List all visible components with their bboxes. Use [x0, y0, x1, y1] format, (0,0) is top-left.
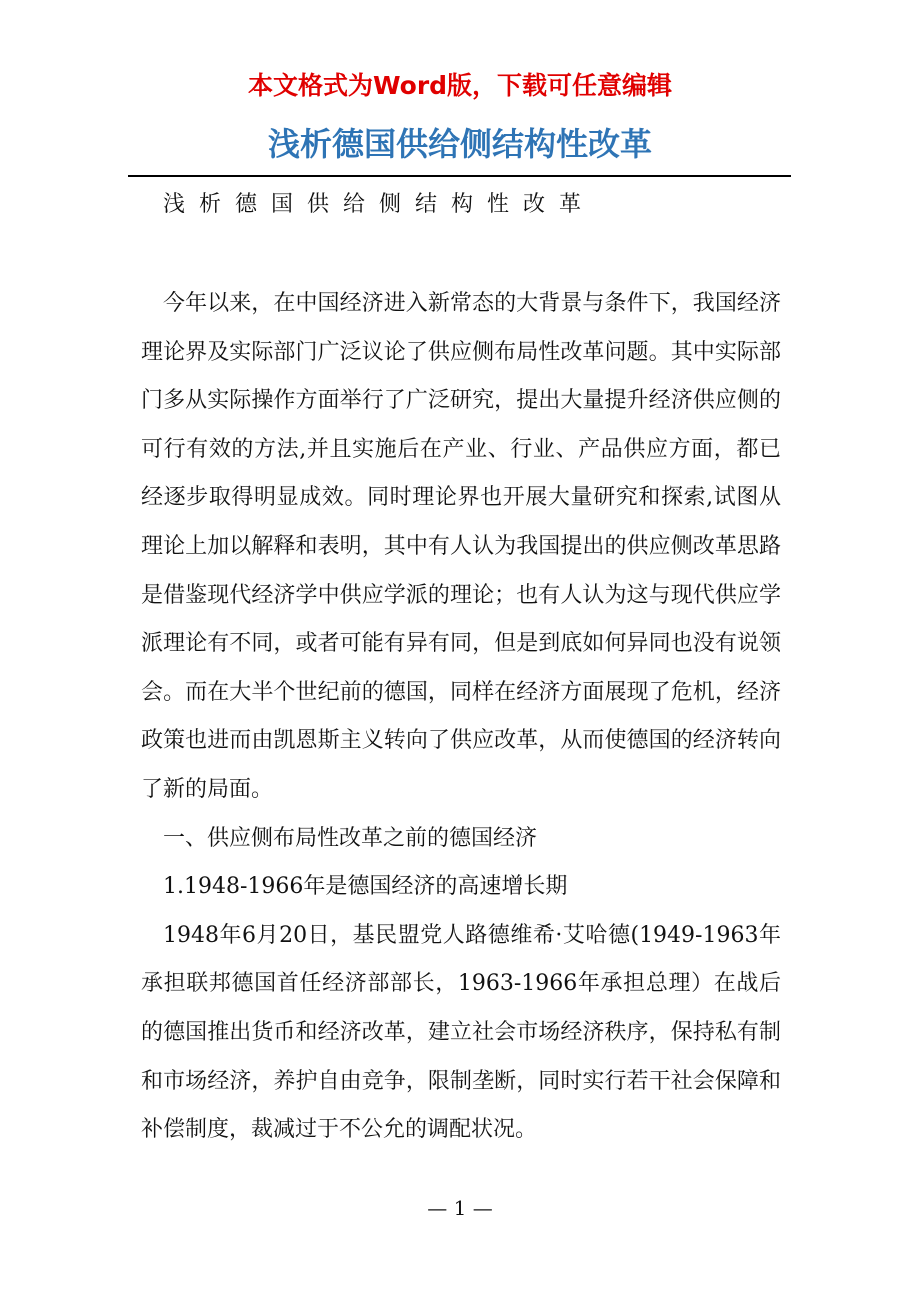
paragraph-intro: 今年以来，在中国经济进入新常态的大背景与条件下，我国经济理论界及实际部门广泛议论了供应侧布局性改革问题。其中实际部门多从实际操作方面举行了广泛研究，提出大量提升经济供应侧的可行有效的方法,并且实施后在产业、行业、产品供应方面，都已经逐步取得明显成效。同时理论界也开展大量研究和探索,试图从理论上加以解释和表明，其中有人认为我国提出的供应侧改革思路是借鉴现代经济学中供应学派的理论；也有人认为这与现代供应学派理论有不同，或者可能有异有同，但是到底如何异同也没有说领会。而在大半个世纪前的德国，同样在经济方面展现了危机，经济政策也进而由凯恩斯主义转向了供应改革，从而使德国的经济转向了新的局面。 [141, 291, 781, 802]
document-title: 浅析德国供给侧结构性改革 [267, 125, 652, 163]
paragraph-history: 1948年6月20日，基民盟党人路德维希·艾哈德(1949-1963年承担联邦德国首任经济部部长，1963-1966年承担总理）在战后的德国推出货币和经济改革，建立社会市场经济秩序，保持私有制和市场经济，养护自由竞争，限制垄断，同时实行若干社会保障和补偿制度，裁减过于不公允的调配状况。 [141, 922, 781, 1143]
subsection-heading: 1.1948-1966年是德国经济的高速增长期 [163, 874, 568, 900]
page-number: — 1 — [427, 1196, 493, 1220]
header-divider [128, 175, 791, 177]
format-notice-banner: 本文格式为Word版，下载可任意编辑 [247, 71, 673, 100]
document-subtitle: 浅析德国供给侧结构性改革 [163, 192, 596, 217]
body-text [141, 280, 781, 1155]
section-heading: 一、供应侧布局性改革之前的德国经济 [163, 825, 538, 851]
